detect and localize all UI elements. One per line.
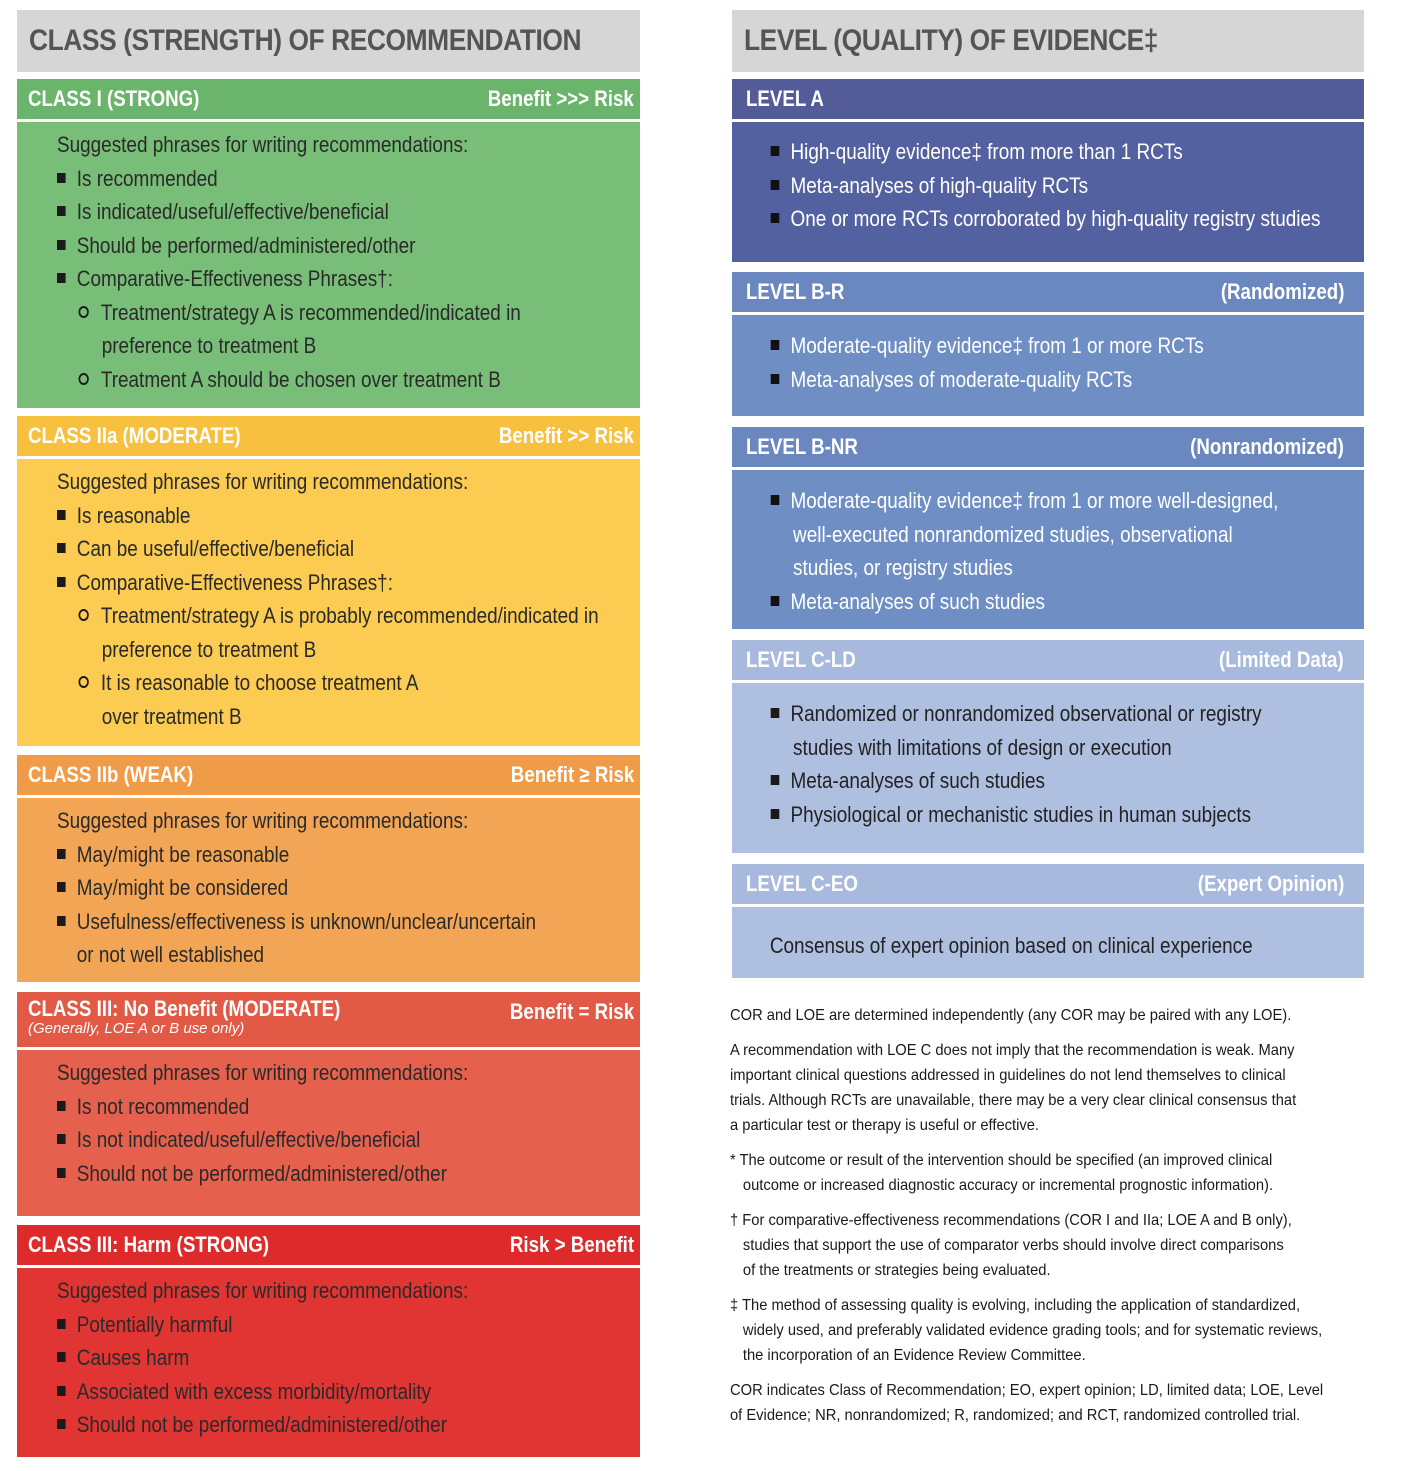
- list-item: Causes harm: [57, 1341, 558, 1375]
- list-item: Meta-analyses of such studies: [732, 764, 1276, 798]
- circle-bullet-icon: [79, 306, 89, 318]
- level-tag: (Expert Opinion): [1197, 871, 1344, 896]
- square-bullet-icon: [57, 1134, 66, 1144]
- class-title: CLASS I (STRONG): [28, 86, 200, 111]
- sub-list-continuation: over treatment B: [101, 703, 242, 729]
- square-bullet-icon: [57, 1101, 66, 1111]
- list-continuation: studies with limitations of design or execution: [793, 734, 1172, 760]
- list-item: Is reasonable: [57, 499, 558, 533]
- square-bullet-icon: [771, 775, 780, 785]
- list-item: Associated with excess morbidity/mortality: [57, 1375, 558, 1409]
- intro-text: Suggested phrases for writing recommendations:: [57, 1060, 469, 1085]
- sub-list-item: Treatment/strategy A is probably recommended/indicated in: [57, 599, 558, 633]
- list-item: Moderate-quality evidence‡ from 1 or more well-designed,: [732, 484, 1276, 518]
- list-item: Is recommended: [57, 162, 558, 196]
- level-c-ld-header: [732, 640, 1364, 683]
- sub-list-item: Treatment/strategy A is recommended/indicated in: [57, 296, 558, 330]
- level-of-evidence-column: [732, 10, 1364, 958]
- level-tag: (Limited Data): [1219, 647, 1344, 672]
- intro-text: Suggested phrases for writing recommendations:: [57, 132, 469, 157]
- list-item: Should not be performed/administered/other: [57, 1408, 558, 1442]
- list-item: Comparative-Effectiveness Phrases†:: [57, 262, 558, 296]
- list-item: Meta-analyses of high-quality RCTs: [732, 169, 1276, 203]
- level-body: [732, 470, 1364, 618]
- level-title: LEVEL B-R: [746, 279, 845, 304]
- note-line: † For comparative-effectiveness recommendations (COR I and IIa; LOE A and B only),: [730, 1212, 1292, 1229]
- level-tag: (Nonrandomized): [1190, 434, 1344, 459]
- list-item: Randomized or nonrandomized observational or registry: [732, 697, 1276, 731]
- class-title: CLASS IIa (MODERATE): [28, 423, 241, 448]
- square-bullet-icon: [771, 495, 780, 505]
- class-ratio: Benefit >>> Risk: [487, 86, 634, 111]
- square-bullet-icon: [57, 577, 66, 587]
- list-item: Is indicated/useful/effective/beneficial: [57, 195, 558, 229]
- square-bullet-icon: [57, 882, 66, 892]
- level-text: Consensus of expert opinion based on clinical experience: [769, 933, 1253, 958]
- footnotes: [730, 1003, 1402, 1428]
- note-line: the incorporation of an Evidence Review Committee.: [742, 1347, 1086, 1364]
- square-bullet-icon: [57, 206, 66, 216]
- class-1-header: [17, 79, 640, 122]
- level-title: LEVEL C-LD: [746, 647, 856, 672]
- list-item: One or more RCTs corroborated by high-quality registry studies: [732, 202, 1276, 236]
- square-bullet-icon: [771, 213, 780, 223]
- list-item: Physiological or mechanistic studies in human subjects: [732, 798, 1276, 832]
- class-3-harm-panel: [17, 1225, 640, 1457]
- list-continuation: studies, or registry studies: [793, 555, 1013, 580]
- note-line: COR indicates Class of Recommendation; EO, expert opinion; LD, limited data; LOE, Level: [730, 1382, 1324, 1399]
- intro-text: Suggested phrases for writing recommendations:: [57, 469, 469, 494]
- note-line: trials. Although RCTs are unavailable, there may be a very clear clinical consensus that: [730, 1092, 1297, 1109]
- class-2a-header: [17, 416, 640, 459]
- list-item: May/might be considered: [57, 871, 558, 905]
- square-bullet-icon: [57, 510, 66, 520]
- square-bullet-icon: [771, 809, 780, 819]
- note-line: of Evidence; NR, nonrandomized; R, randomized; and RCT, randomized controlled trial.: [730, 1407, 1301, 1424]
- list-item: May/might be reasonable: [57, 838, 558, 872]
- level-body: [732, 907, 1364, 963]
- level-title: LEVEL B-NR: [746, 434, 858, 459]
- note-line: of the treatments or strategies being evaluated.: [742, 1262, 1051, 1279]
- note-line: outcome or increased diagnostic accuracy or incremental prognostic information).: [742, 1177, 1274, 1194]
- list-item: Is not recommended: [57, 1090, 558, 1124]
- sub-list-item: Treatment A should be chosen over treatment B: [57, 363, 558, 397]
- list-item: Meta-analyses of moderate-quality RCTs: [732, 363, 1276, 397]
- square-bullet-icon: [57, 849, 66, 859]
- note-line: a particular test or therapy is useful or effective.: [730, 1117, 1040, 1134]
- square-bullet-icon: [57, 273, 66, 283]
- level-title: LEVEL C-EO: [746, 871, 858, 896]
- note-line: ‡ The method of assessing quality is evolving, including the application of standardized,: [730, 1297, 1301, 1314]
- list-item: Comparative-Effectiveness Phrases†:: [57, 566, 558, 600]
- level-a-header: [732, 79, 1364, 122]
- note-line: studies that support the use of comparator verbs should involve direct comparisons: [742, 1237, 1284, 1254]
- level-b-nr-header: [732, 427, 1364, 470]
- note-line: widely used, and preferably validated evidence grading tools; and for systematic reviews,: [742, 1322, 1323, 1339]
- square-bullet-icon: [771, 340, 780, 350]
- list-item: High-quality evidence‡ from more than 1 RCTs: [732, 135, 1276, 169]
- list-item: Can be useful/effective/beneficial: [57, 532, 558, 566]
- square-bullet-icon: [771, 146, 780, 156]
- class-ratio: Benefit ≥ Risk: [510, 762, 634, 787]
- intro-text: Suggested phrases for writing recommendations:: [57, 808, 469, 833]
- class-title: CLASS III: Harm (STRONG): [28, 1232, 270, 1257]
- square-bullet-icon: [771, 708, 780, 718]
- class-ratio: Benefit >> Risk: [498, 423, 634, 448]
- list-item: Moderate-quality evidence‡ from 1 or more RCTs: [732, 329, 1276, 363]
- class-3-no-benefit-header: [17, 992, 640, 1050]
- level-c-eo-panel: [732, 864, 1364, 978]
- list-item: Is not indicated/useful/effective/beneficial: [57, 1123, 558, 1157]
- class-title: CLASS IIb (WEAK): [28, 762, 194, 787]
- class-3-no-benefit-panel: [17, 992, 640, 1216]
- intro-text: Suggested phrases for writing recommendations:: [57, 1278, 469, 1303]
- square-bullet-icon: [57, 1168, 66, 1178]
- class-2a-panel: [17, 416, 640, 746]
- level-title: LEVEL A: [746, 86, 824, 111]
- level-a-panel: [732, 79, 1364, 262]
- level-c-ld-panel: [732, 640, 1364, 853]
- square-bullet-icon: [57, 1352, 66, 1362]
- column-header-loe: LEVEL (QUALITY) OF EVIDENCE‡: [732, 10, 1364, 72]
- list-item: Should be performed/administered/other: [57, 229, 558, 263]
- class-2b-header: [17, 755, 640, 798]
- class-title: CLASS III: No Benefit (MODERATE): [28, 996, 341, 1021]
- circle-bullet-icon: [79, 676, 89, 688]
- note-line: * The outcome or result of the intervention should be specified (an improved clinical: [730, 1152, 1273, 1169]
- circle-bullet-icon: [79, 609, 89, 621]
- list-continuation: or not well established: [76, 942, 264, 967]
- list-item: Meta-analyses of such studies: [732, 585, 1276, 619]
- class-body: [17, 798, 640, 972]
- square-bullet-icon: [57, 240, 66, 250]
- square-bullet-icon: [57, 543, 66, 553]
- class-subtitle: (Generally, LOE A or B use only): [28, 1020, 245, 1037]
- class-of-recommendation-column: [17, 10, 640, 1437]
- class-body: [17, 1050, 640, 1190]
- sub-list-continuation: preference to treatment B: [101, 636, 317, 662]
- square-bullet-icon: [771, 596, 780, 606]
- square-bullet-icon: [57, 1386, 66, 1396]
- list-item: Usefulness/effectiveness is unknown/unclear/uncertain: [57, 905, 558, 939]
- class-body: [17, 1268, 640, 1442]
- note-line: A recommendation with LOE C does not imply that the recommendation is weak. Many: [730, 1042, 1295, 1059]
- class-ratio: Benefit = Risk: [509, 999, 634, 1024]
- class-body: [17, 122, 640, 396]
- sub-list-continuation: preference to treatment B: [101, 333, 317, 358]
- level-body: [732, 315, 1364, 396]
- column-header-cor: CLASS (STRENGTH) OF RECOMMENDATION: [17, 10, 640, 72]
- note-line: important clinical questions addressed in guidelines do not lend themselves to clinical: [730, 1067, 1286, 1084]
- level-body: [732, 122, 1364, 236]
- square-bullet-icon: [57, 916, 66, 926]
- class-3-harm-header: [17, 1225, 640, 1268]
- class-body: [17, 459, 640, 733]
- class-1-panel: [17, 79, 640, 408]
- square-bullet-icon: [771, 180, 780, 190]
- level-b-r-header: [732, 272, 1364, 315]
- level-b-r-panel: [732, 272, 1364, 416]
- square-bullet-icon: [771, 374, 780, 384]
- list-item: Should not be performed/administered/other: [57, 1157, 558, 1191]
- level-body: [732, 683, 1364, 831]
- list-item: Potentially harmful: [57, 1308, 558, 1342]
- sub-list-item: It is reasonable to choose treatment A: [57, 666, 558, 700]
- class-2b-panel: [17, 755, 640, 982]
- circle-bullet-icon: [79, 373, 89, 385]
- square-bullet-icon: [57, 1319, 66, 1329]
- list-continuation: well-executed nonrandomized studies, observational: [793, 521, 1233, 547]
- square-bullet-icon: [57, 1419, 66, 1429]
- level-c-eo-header: [732, 864, 1364, 907]
- note-line: COR and LOE are determined independently (any COR may be paired with any LOE).: [730, 1007, 1292, 1024]
- square-bullet-icon: [57, 173, 66, 183]
- class-ratio: Risk > Benefit: [509, 1232, 634, 1257]
- level-tag: (Randomized): [1220, 279, 1344, 304]
- level-b-nr-panel: [732, 427, 1364, 629]
